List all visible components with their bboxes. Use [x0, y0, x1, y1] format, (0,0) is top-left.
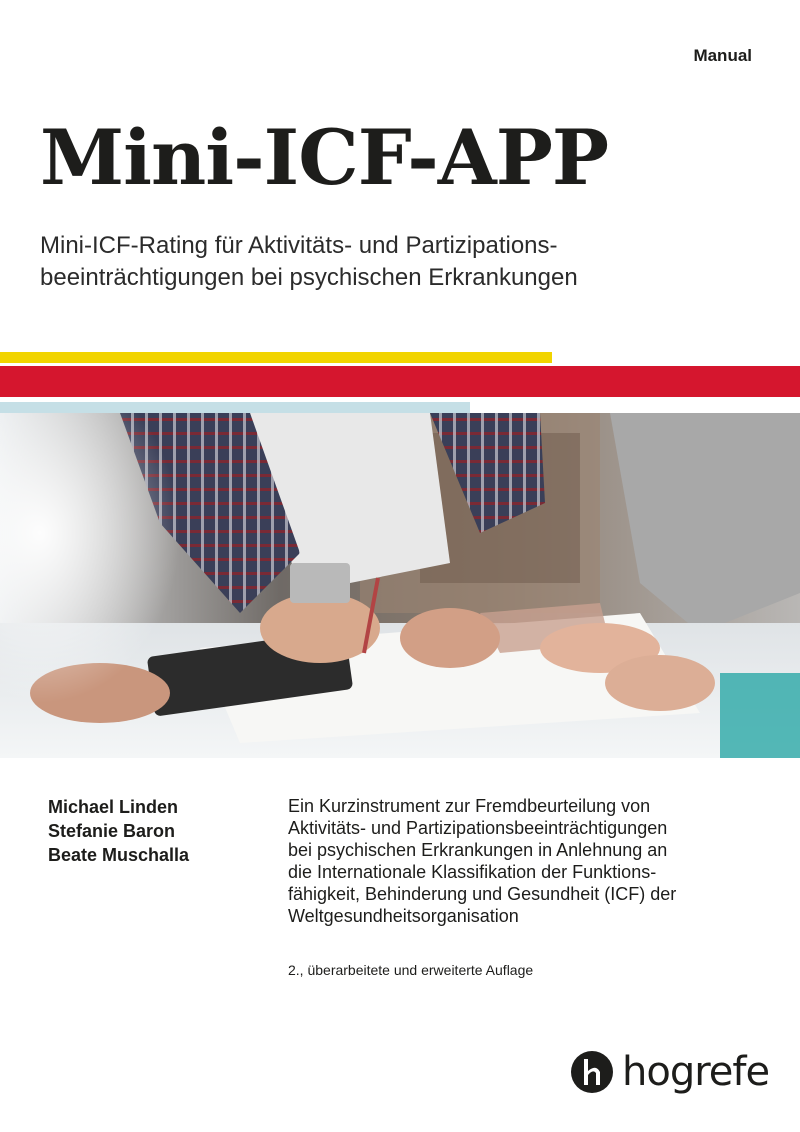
hand-writing: [260, 593, 380, 663]
edition-note: 2., überarbeitete und erweiterte Auflage: [288, 962, 534, 978]
yellow-stripe: [0, 352, 552, 363]
author-list: [48, 795, 189, 867]
publisher-logo: [570, 1046, 769, 1098]
author-name: Stefanie Baron: [48, 821, 176, 841]
description-line: Weltgesundheitsorganisation: [288, 906, 519, 926]
description-line: Ein Kurzinstrument zur Fremdbeurteilung von: [288, 796, 651, 816]
author-name: Michael Linden: [48, 797, 179, 817]
book-title: Mini-ICF-APP: [40, 113, 609, 202]
description-line: bei psychischen Erkrankungen in Anlehnung an: [288, 840, 668, 860]
subtitle-line: Mini-ICF-Rating für Aktivitäts- und Partizipations-: [40, 232, 558, 259]
book-description: [288, 795, 768, 927]
book-subtitle: [40, 230, 760, 294]
description-line: fähigkeit, Behinderung und Gesundheit (ICF) der: [288, 884, 677, 904]
description-line: Aktivitäts- und Partizipationsbeeinträchtigungen: [288, 818, 668, 838]
publisher-name: hogrefe: [622, 1049, 770, 1095]
blue-object: [720, 673, 800, 758]
red-stripe: [0, 366, 800, 397]
light-blue-stripe: [0, 402, 470, 413]
hogrefe-logo-icon: [570, 1050, 614, 1094]
metal-cup: [290, 563, 350, 603]
cover-photo: [0, 413, 800, 758]
description-line: die Internationale Klassifikation der Funktions-: [288, 862, 657, 882]
hand-lower-right: [605, 655, 715, 711]
subtitle-line: beeinträchtigungen bei psychischen Erkrankungen: [40, 264, 578, 291]
document-type-label: Manual: [693, 46, 752, 65]
hand-fist: [400, 608, 500, 668]
author-name: Beate Muschalla: [48, 845, 190, 865]
